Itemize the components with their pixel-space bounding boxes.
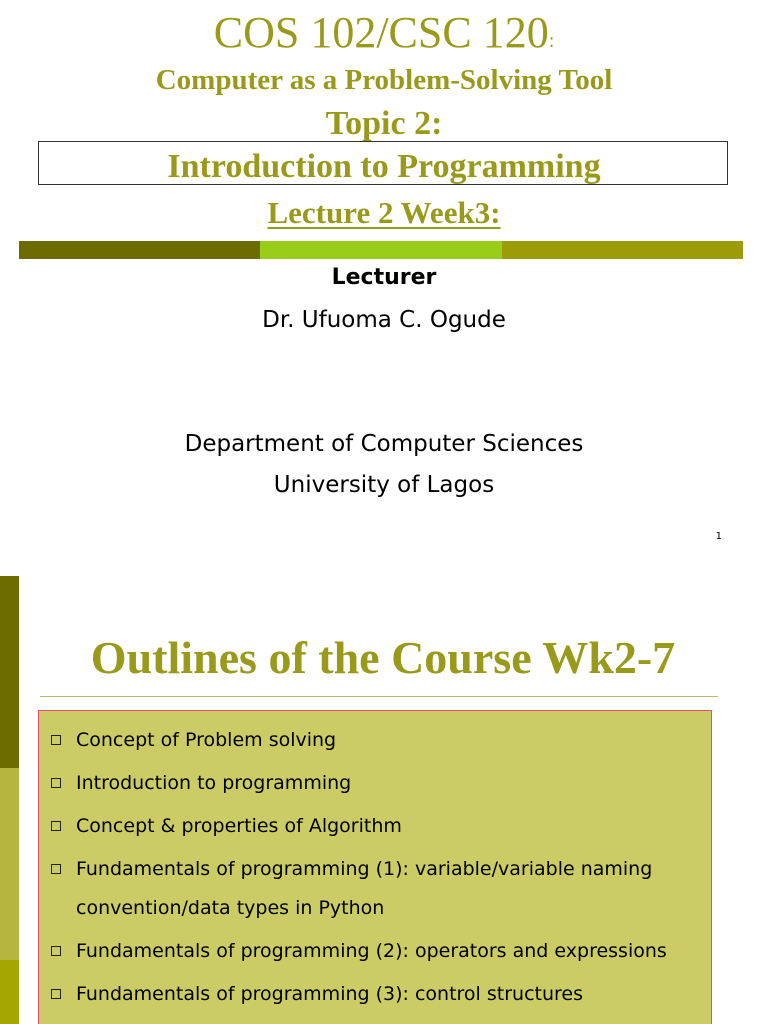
lecture-week-heading: Lecture 2 Week3: [267, 195, 501, 230]
course-code-colon: : [548, 30, 555, 52]
topic-heading: Topic 2: [325, 105, 443, 142]
department-name: Department of Computer Sciences [184, 431, 584, 457]
lecturer-label: Lecturer [331, 265, 437, 290]
hollow-square-icon [51, 989, 61, 999]
list-item-text: Fundamentals of programming (3): control structures [76, 983, 583, 1005]
outline-list [49, 721, 699, 1018]
outline-content-box [38, 710, 712, 1024]
hollow-square-icon [51, 864, 61, 874]
university-name: University of Lagos [273, 472, 495, 498]
topic-title: Introduction to Programming [167, 148, 601, 185]
side-accent-bar-middle [0, 768, 19, 960]
list-item [49, 850, 699, 928]
list-item-text: Fundamentals of programming (2): operators and expressions [76, 940, 667, 962]
list-item [49, 721, 699, 760]
outline-slide [0, 576, 768, 1024]
hollow-square-icon [51, 821, 61, 831]
list-item [49, 764, 699, 803]
page-number: 1 [715, 531, 722, 542]
divider-bar-middle [260, 241, 502, 259]
list-item-text: Concept & properties of Algorithm [76, 815, 402, 837]
course-code-text: COS 102/CSC 120 [213, 8, 549, 57]
divider-bar-left [19, 241, 260, 259]
list-item-text: Fundamentals of programming (1): variable/variable naming [76, 858, 653, 880]
hollow-square-icon [51, 778, 61, 788]
hollow-square-icon [51, 946, 61, 956]
hollow-square-icon [51, 735, 61, 745]
side-accent-bar-bottom [0, 960, 19, 1024]
lecturer-name: Dr. Ufuoma C. Ogude [262, 307, 506, 333]
list-item [49, 975, 699, 1014]
list-item-continuation: convention/data types in Python [76, 897, 385, 919]
course-subtitle: Computer as a Problem-Solving Tool [155, 64, 613, 96]
title-underline-rule [40, 696, 718, 697]
divider-bar-right [502, 241, 743, 259]
list-item [49, 932, 699, 971]
list-item [49, 807, 699, 846]
side-accent-bar-top [0, 576, 19, 768]
list-item-text: Concept of Problem solving [76, 729, 337, 751]
course-code-heading [0, 8, 768, 66]
list-item-text: Introduction to programming [76, 772, 352, 794]
outline-title: Outlines of the Course Wk2-7 [90, 632, 676, 683]
